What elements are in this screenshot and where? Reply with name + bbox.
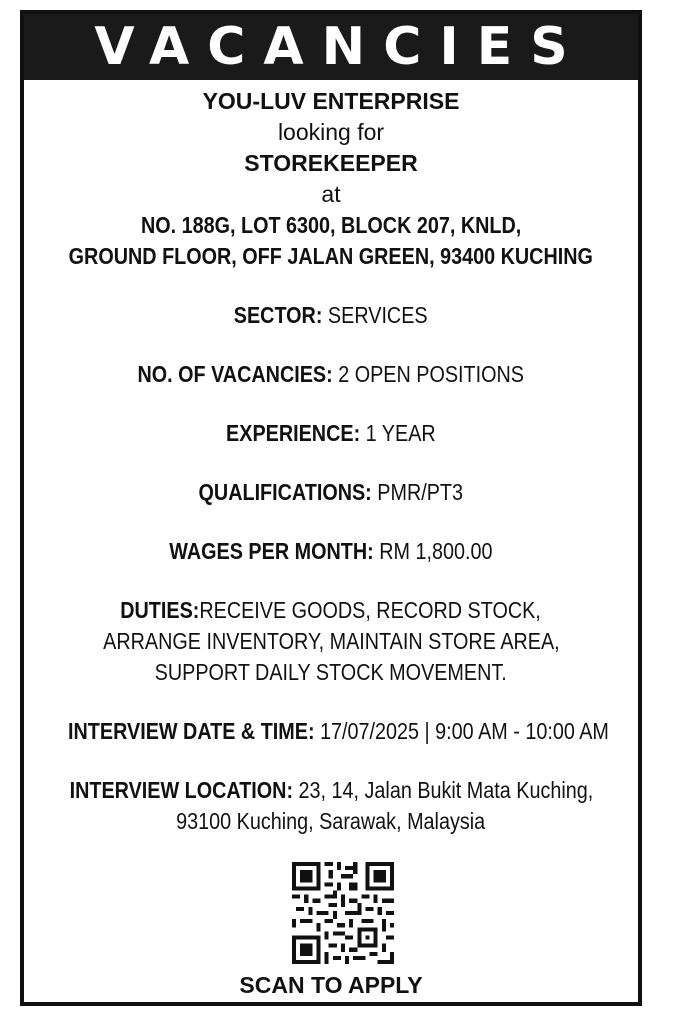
interview-datetime-value: 17/07/2025 | 9:00 AM - 10:00 AM	[320, 718, 609, 744]
sector-value: SERVICES	[328, 302, 428, 328]
duties-label: DUTIES:	[120, 597, 200, 623]
position-title: STOREKEEPER	[244, 150, 418, 176]
duties-line-1: DUTIES:RECEIVE GOODS, RECORD STOCK,	[120, 597, 542, 623]
at-text: at	[321, 181, 341, 207]
sector-row	[24, 300, 638, 331]
qualifications-row	[24, 477, 638, 508]
vacancies-label: NO. OF VACANCIES:	[137, 361, 333, 387]
company-name: YOU-LUV ENTERPRISE	[202, 88, 460, 114]
experience-value: 1 YEAR	[365, 420, 436, 446]
interview-location-line-1: INTERVIEW LOCATION: 23, 14, Jalan Bukit Mata Kuching,	[69, 777, 593, 803]
wages-row	[24, 536, 638, 567]
qr-code-icon[interactable]	[292, 862, 394, 964]
vacancy-ad	[20, 10, 642, 1006]
duties-line-3: SUPPORT DAILY STOCK MOVEMENT.	[154, 659, 508, 685]
vacancies-value: 2 OPEN POSITIONS	[338, 361, 525, 387]
experience-label: EXPERIENCE:	[226, 420, 361, 446]
address-line-2: GROUND FLOOR, OFF JALAN GREEN, 93400 KUCHING	[68, 243, 594, 269]
address-line-1: NO. 188G, LOT 6300, BLOCK 207, KNLD,	[140, 212, 522, 238]
interview-location-line-2: 93100 Kuching, Sarawak, Malaysia	[176, 808, 486, 834]
wages-label: WAGES PER MONTH:	[169, 538, 374, 564]
looking-for-text: looking for	[277, 119, 385, 145]
sector-label: SECTOR:	[234, 302, 323, 328]
wages-value: RM 1,800.00	[379, 538, 493, 564]
vacancies-row	[24, 359, 638, 390]
interview-datetime-row	[24, 716, 638, 747]
interview-datetime-label: INTERVIEW DATE & TIME:	[68, 718, 315, 744]
qualifications-label: QUALIFICATIONS:	[198, 479, 373, 505]
duties-line-2: ARRANGE INVENTORY, MAINTAIN STORE AREA,	[102, 628, 560, 654]
scan-to-apply-caption: SCAN TO APPLY	[239, 972, 423, 998]
qualifications-value: PMR/PT3	[377, 479, 464, 505]
interview-location-label: INTERVIEW LOCATION:	[69, 777, 293, 803]
ad-content	[24, 86, 638, 837]
experience-row	[24, 418, 638, 449]
banner-title: VACANCIES	[24, 14, 638, 80]
